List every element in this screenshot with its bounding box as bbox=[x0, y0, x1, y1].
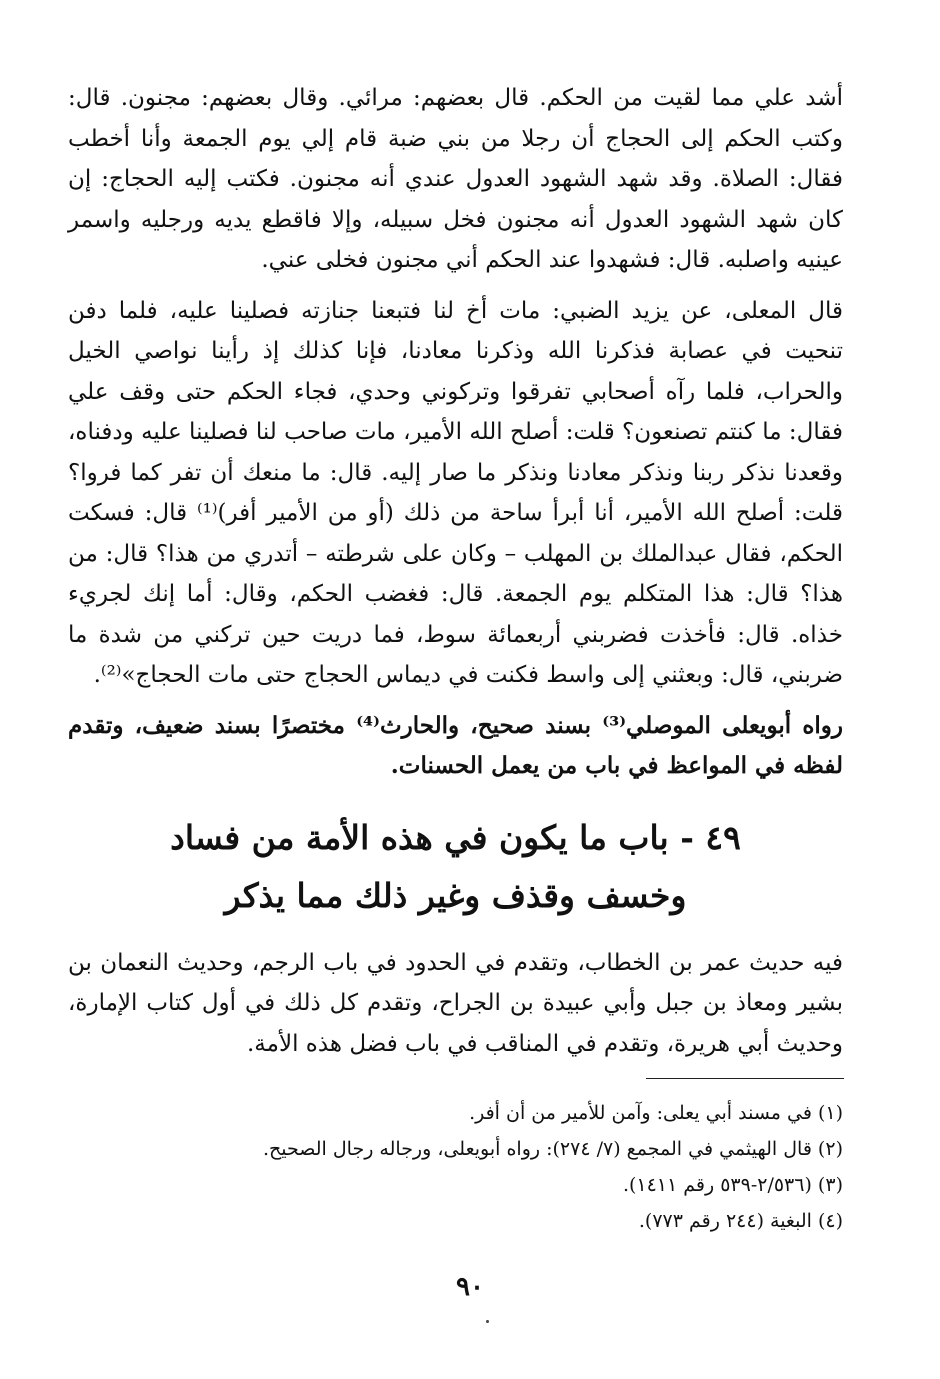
page-dot bbox=[486, 1320, 489, 1323]
footnotes bbox=[68, 1095, 843, 1239]
paragraph-4: فيه حديث عمر بن الخطاب، وتقدم في الحدود في باب الرجم، وحديث النعمان بن بشير ومعاذ بن جبل وأبي عبيدة بن الجراح، وتقدم كل ذلك في أول كتاب الإمارة، وحديث أبي هريرة، وتقدم في المناقب في باب فضل هذه الأمة. bbox=[68, 949, 844, 1057]
chapter-heading bbox=[68, 809, 843, 925]
chapter-heading-line-1: ٤٩ - باب ما يكون في هذه الأمة من فساد bbox=[170, 817, 741, 857]
paragraph-2: قال المعلى، عن يزيد الضبي: مات أخ لنا فتبعنا جنازته فصلينا عليه، فلما دفن تنحيت في عصابة فذكرنا الله وذكرنا معادنا، فإنا كذلك إذ رأينا نواصي الخيل والحراب، فلما رآه أصحابي تفرقوا وتركوني وحدي، فجاء الحكم حتى وقف علي فقال: ما كنتم تصنعون؟ قلت: أصلح الله الأمير، مات صاحب لنا فصلينا عليه ودفناه، وقعدنا نذكر ربنا ونذكر معادنا ونذكر ما صار إليه. قال: ما منعك أن تفر كما فروا؟ قلت: أصلح الله الأمير، أنا أبرأ ساحة من ذلك (أو من الأمير أفر)⁽¹⁾ قال: فسكت الحكم، فقال عبدالملك بن المهلب – وكان على شرطته – أتدري من هذا؟ قال: من هذا؟ قال: هذا المتكلم يوم الجمعة. قال: فغضب الحكم، وقال: أما إنك لجريء خذاه. قال: فأخذت فضربني أربعمائة سوط، فما دريت حين تركني من شدة ما ضربني، قال: وبعثني إلى واسط فكنت في ديماس الحجاج حتى مات الحجاج»⁽²⁾. bbox=[68, 297, 843, 688]
chapter-heading-line-2: وخسف وقذف وغير ذلك مما يذكر bbox=[224, 875, 687, 915]
footnote-4: (٤) البغية (٢٤٤ رقم ٧٧٣). bbox=[638, 1210, 843, 1232]
paragraph-1: أشد علي مما لقيت من الحكم. قال بعضهم: مرائي. وقال بعضهم: مجنون. قال: وكتب الحكم إلى الحجاج أن رجلا من بني ضبة قام إلي يوم الجمعة وأنا أخطب فقال: الصلاة. وقد شهد الشهود العدول عندي أنه مجنون. فكتب إليه الحجاج: إن كان شهد الشهود العدول أنه مجنون فخل سبيله، وإلا فاقطع يديه ورجليه واسمر عينيه واصلبه. قال: فشهدوا عند الحكم أني مجنون فخلى عني. bbox=[68, 85, 843, 273]
footnote-3: (٣) (٢/٥٣٦-٥٣٩ رقم ١٤١١). bbox=[622, 1174, 843, 1196]
footnote-2: (٢) قال الهيثمي في المجمع (٧/ ٢٧٤): رواه أبويعلى، ورجاله رجال الصحيح. bbox=[262, 1138, 843, 1160]
paragraph-3: رواه أبويعلى الموصلي⁽³⁾ بسند صحيح، والحارث⁽⁴⁾ مختصرًا بسند ضعيف، وتقدم لفظه في المواعظ في باب من يعمل الحسنات. bbox=[68, 711, 843, 779]
footnote-divider bbox=[646, 1078, 844, 1079]
footnote-1: (١) في مسند أبي يعلى: وآمن للأمير من أن أفر. bbox=[469, 1102, 843, 1124]
page-body bbox=[68, 78, 843, 1074]
page-number: ٩٠ bbox=[456, 1272, 484, 1302]
